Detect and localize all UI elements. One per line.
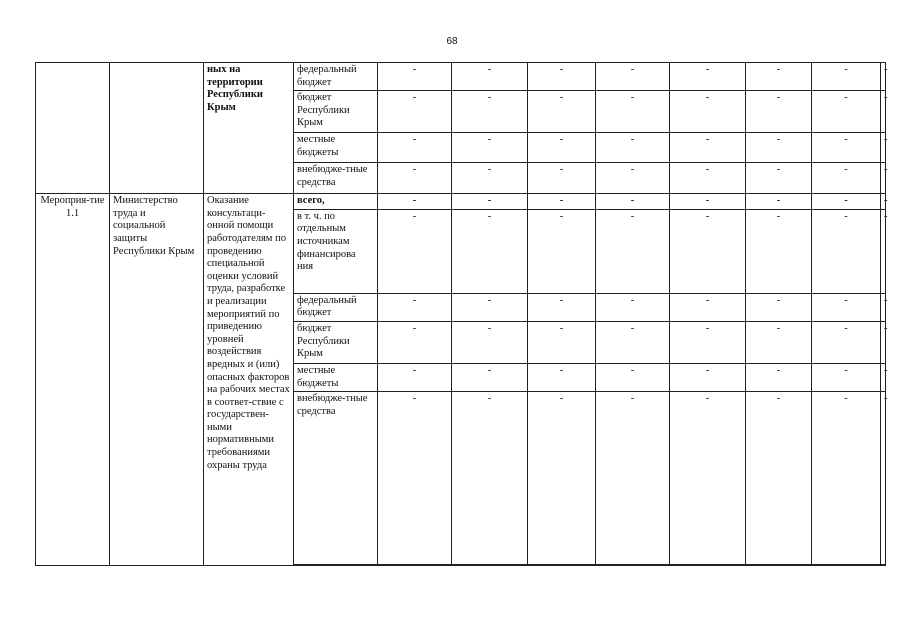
breakdown-label: в т. ч. по отдельным источникам финансирова ния	[294, 209, 378, 293]
value-cell: -	[670, 63, 746, 91]
value-cell: -	[881, 163, 886, 194]
value-cell: -	[528, 133, 596, 163]
value-cell: -	[596, 163, 670, 194]
table-row	[36, 194, 886, 210]
top-section-name: ных на территории Республики Крым	[204, 63, 294, 194]
value-cell: -	[452, 91, 528, 133]
value-cell: -	[378, 392, 452, 565]
value-cell: -	[746, 392, 812, 565]
value-cell: -	[452, 194, 528, 210]
value-cell: -	[670, 91, 746, 133]
value-cell: -	[812, 293, 881, 321]
page-number: 68	[446, 36, 458, 47]
value-cell: -	[670, 321, 746, 363]
value-cell: -	[528, 163, 596, 194]
value-cell: -	[670, 293, 746, 321]
value-cell: -	[881, 63, 886, 91]
source-label: бюджет Республики Крым	[294, 321, 378, 363]
value-cell: -	[452, 363, 528, 391]
value-cell: -	[746, 133, 812, 163]
value-cell: -	[881, 363, 886, 391]
source-label: федеральный бюджет	[294, 63, 378, 91]
value-cell: -	[378, 163, 452, 194]
value-cell: -	[452, 392, 528, 565]
value-cell: -	[746, 91, 812, 133]
event-name: Оказание консультаци-онной помощи работодателям по проведению специальной оценки условий труда, разработке и реализации мероприятий по приведению уровней воздействия вредных и (или) опасных факторов на рабочих местах в соответ-ствие с государствен-ными нормативными требованиями охраны труда	[204, 194, 294, 566]
value-cell: -	[746, 321, 812, 363]
value-cell: -	[812, 163, 881, 194]
value-cell: -	[746, 63, 812, 91]
value-cell: -	[812, 363, 881, 391]
value-cell: -	[812, 133, 881, 163]
empty-cell	[110, 63, 204, 194]
value-cell: -	[378, 363, 452, 391]
value-cell: -	[670, 209, 746, 293]
value-cell: -	[670, 133, 746, 163]
value-cell: -	[881, 392, 886, 565]
value-cell: -	[881, 91, 886, 133]
value-cell: -	[596, 133, 670, 163]
value-cell: -	[812, 209, 881, 293]
value-cell: -	[670, 392, 746, 565]
value-cell: -	[881, 209, 886, 293]
value-cell: -	[378, 209, 452, 293]
value-cell: -	[596, 293, 670, 321]
value-cell: -	[596, 363, 670, 391]
value-cell: -	[670, 163, 746, 194]
value-cell: -	[528, 392, 596, 565]
total-label: всего,	[294, 194, 378, 210]
source-label: федеральный бюджет	[294, 293, 378, 321]
empty-cell	[36, 63, 110, 194]
value-cell: -	[812, 321, 881, 363]
value-cell: -	[452, 293, 528, 321]
value-cell: -	[452, 321, 528, 363]
value-cell: -	[746, 194, 812, 210]
value-cell: -	[881, 321, 886, 363]
value-cell: -	[528, 209, 596, 293]
value-cell: -	[746, 293, 812, 321]
source-label: бюджет Республики Крым	[294, 91, 378, 133]
source-label: внебюдже-тные средства	[294, 392, 378, 565]
value-cell: -	[528, 293, 596, 321]
value-cell: -	[881, 293, 886, 321]
event-id: Мероприя-тие 1.1	[36, 194, 110, 566]
value-cell: -	[452, 163, 528, 194]
value-cell: -	[812, 392, 881, 565]
value-cell: -	[378, 63, 452, 91]
event-executor: Министерство труда и социальной защиты Республики Крым	[110, 194, 204, 566]
value-cell: -	[596, 63, 670, 91]
value-cell: -	[528, 63, 596, 91]
value-cell: -	[452, 63, 528, 91]
value-cell: -	[596, 392, 670, 565]
value-cell: -	[378, 293, 452, 321]
value-cell: -	[528, 194, 596, 210]
value-cell: -	[378, 321, 452, 363]
table-row	[36, 63, 886, 91]
value-cell: -	[596, 91, 670, 133]
value-cell: -	[528, 363, 596, 391]
value-cell: -	[746, 363, 812, 391]
financing-table	[35, 62, 886, 566]
value-cell: -	[746, 209, 812, 293]
source-label: внебюдже-тные средства	[294, 163, 378, 194]
value-cell: -	[596, 194, 670, 210]
value-cell: -	[881, 194, 886, 210]
value-cell: -	[670, 194, 746, 210]
source-label: местные бюджеты	[294, 133, 378, 163]
value-cell: -	[378, 91, 452, 133]
source-label: местные бюджеты	[294, 363, 378, 391]
value-cell: -	[812, 63, 881, 91]
value-cell: -	[812, 194, 881, 210]
value-cell: -	[378, 133, 452, 163]
value-cell: -	[378, 194, 452, 210]
value-cell: -	[746, 163, 812, 194]
value-cell: -	[670, 363, 746, 391]
value-cell: -	[881, 133, 886, 163]
value-cell: -	[452, 209, 528, 293]
value-cell: -	[528, 91, 596, 133]
value-cell: -	[812, 91, 881, 133]
value-cell: -	[596, 321, 670, 363]
value-cell: -	[596, 209, 670, 293]
value-cell: -	[528, 321, 596, 363]
value-cell: -	[452, 133, 528, 163]
